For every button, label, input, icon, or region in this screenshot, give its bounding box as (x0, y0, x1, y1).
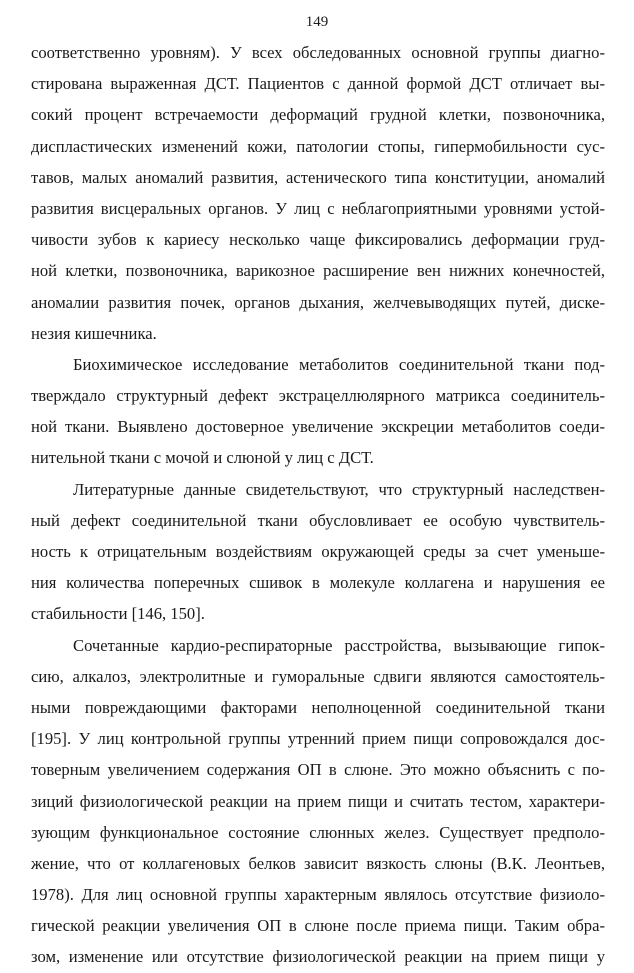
text-line: развития висцеральных органов. У лиц с неблагоприятными уровнями устой- (31, 198, 605, 218)
text-line: 1978). Для лиц основной группы характерным являлось отсутствие физиоло- (31, 885, 605, 905)
paragraph-2 (31, 349, 605, 474)
text-line: тавов, малых аномалий развития, астенического типа конституции, аномалий (31, 167, 605, 187)
text-line: сию, алкалоз, электролитные и гуморальные сдвиги являются самостоятель- (31, 666, 605, 686)
text-line: ной клетки, позвоночника, варикозное расширение вен нижних конечностей, (31, 261, 605, 281)
text-line: жение, что от коллагеновых белков зависит вязкость слюны (В.К. Леонтьев, (31, 853, 605, 873)
text-line: ния количества поперечных сшивок в молекуле коллагена и нарушения ее (31, 573, 605, 593)
text-line: тверждало структурный дефект экстрацеллюлярного матрикса соединитель- (31, 386, 605, 406)
text-line: диспластических изменений кожи, патологии стопы, гипермобильности сус- (31, 136, 605, 156)
text-line: [195]. У лиц контрольной группы утренний прием пищи сопровождался дос- (31, 729, 605, 749)
text-line: аномалии развития почек, органов дыхания, желчевыводящих путей, диске- (31, 292, 605, 312)
text-line: соответственно уровням). У всех обследованных основной группы диагно- (31, 43, 605, 62)
text-line: ность к отрицательным воздействиям окружающей среды за счет уменьше- (31, 542, 605, 561)
text-line: стирована выраженная ДСТ. Пациентов с данной формой ДСТ отличает вы- (31, 74, 605, 94)
text-line: нительной ткани с мочой и слюной у лиц с ДСТ. (31, 448, 374, 468)
text-line: стабильности [146, 150]. (31, 604, 205, 624)
body-text (31, 37, 605, 973)
text-line: Биохимическое исследование метаболитов соединительной ткани под- (73, 354, 605, 374)
text-line: гической реакции увеличения ОП в слюне после приема пищи. Таким обра- (31, 916, 605, 936)
text-line: Литературные данные свидетельствуют, что структурный наследствен- (73, 479, 605, 499)
text-line: ными повреждающими факторами неполноценной соединительной ткани (31, 697, 605, 717)
text-line: чивости зубов к кариесу несколько чаще фиксировались деформации груд- (31, 230, 605, 250)
text-line: зиций физиологической реакции на прием пищи и считать тестом, характери- (31, 791, 605, 811)
paragraph-4 (31, 630, 605, 973)
text-line: зующим функциональное состояние слюнных желез. Существует предполо- (31, 822, 605, 842)
paragraph-3 (31, 474, 605, 630)
text-line: незия кишечника. (31, 323, 157, 343)
page-number: 149 (305, 14, 329, 30)
text-line: сокий процент встречаемости деформаций грудной клетки, позвоночника, (31, 105, 605, 125)
text-line: товерным увеличением содержания ОП в слюне. Это можно объяснить с по- (31, 760, 605, 780)
text-line: Сочетанные кардио-респираторные расстройства, вызывающие гипок- (73, 635, 605, 655)
paragraph-1 (31, 37, 605, 349)
text-line: ный дефект соединительной ткани обусловливает ее особую чувствитель- (31, 510, 605, 530)
text-line: ной ткани. Выявлено достоверное увеличение экскреции метаболитов соеди- (31, 417, 605, 437)
text-line: зом, изменение или отсутствие физиологической реакции на прием пищи у (31, 947, 605, 967)
